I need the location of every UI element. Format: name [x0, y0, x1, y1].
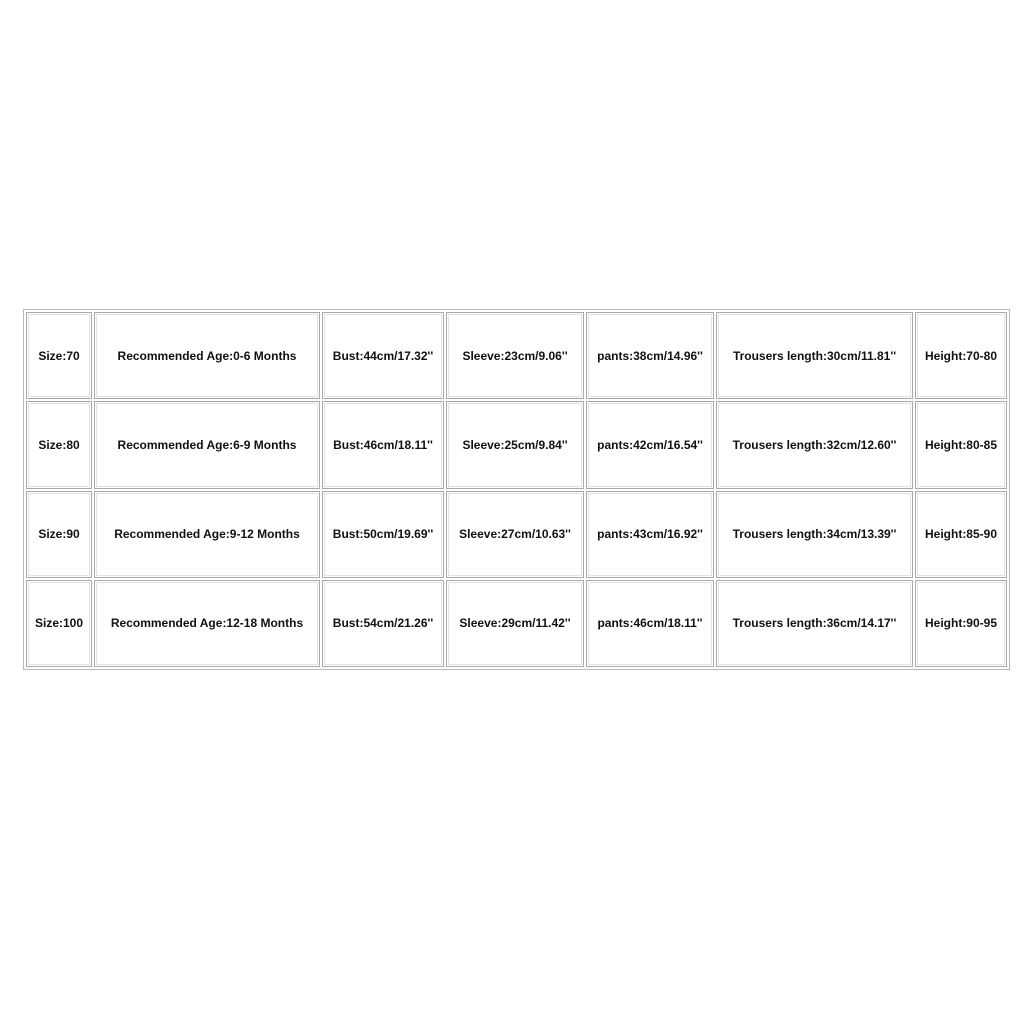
recommended-age-cell: Recommended Age:0-6 Months — [94, 312, 320, 399]
bust-cell: Bust:44cm/17.32'' — [322, 312, 444, 399]
size-row-100 — [26, 580, 1007, 667]
recommended-age-cell: Recommended Age:6-9 Months — [94, 401, 320, 488]
recommended-age-cell: Recommended Age:9-12 Months — [94, 491, 320, 578]
size-cell: Size:90 — [26, 491, 92, 578]
size-row-80 — [26, 401, 1007, 488]
size-cell: Size:70 — [26, 312, 92, 399]
pants-cell: pants:43cm/16.92'' — [586, 491, 714, 578]
bust-cell: Bust:54cm/21.26'' — [322, 580, 444, 667]
trousers-length-cell: Trousers length:34cm/13.39'' — [716, 491, 913, 578]
pants-cell: pants:38cm/14.96'' — [586, 312, 714, 399]
sleeve-cell: Sleeve:25cm/9.84'' — [446, 401, 584, 488]
size-row-70 — [26, 312, 1007, 399]
sleeve-cell: Sleeve:29cm/11.42'' — [446, 580, 584, 667]
trousers-length-cell: Trousers length:30cm/11.81'' — [716, 312, 913, 399]
trousers-length-cell: Trousers length:36cm/14.17'' — [716, 580, 913, 667]
bust-cell: Bust:50cm/19.69'' — [322, 491, 444, 578]
height-cell: Height:70-80 — [915, 312, 1007, 399]
size-cell: Size:100 — [26, 580, 92, 667]
recommended-age-cell: Recommended Age:12-18 Months — [94, 580, 320, 667]
height-cell: Height:85-90 — [915, 491, 1007, 578]
height-cell: Height:80-85 — [915, 401, 1007, 488]
trousers-length-cell: Trousers length:32cm/12.60'' — [716, 401, 913, 488]
size-row-90 — [26, 491, 1007, 578]
height-cell: Height:90-95 — [915, 580, 1007, 667]
sleeve-cell: Sleeve:23cm/9.06'' — [446, 312, 584, 399]
size-chart-table — [23, 309, 1010, 670]
pants-cell: pants:46cm/18.11'' — [586, 580, 714, 667]
pants-cell: pants:42cm/16.54'' — [586, 401, 714, 488]
bust-cell: Bust:46cm/18.11'' — [322, 401, 444, 488]
sleeve-cell: Sleeve:27cm/10.63'' — [446, 491, 584, 578]
size-cell: Size:80 — [26, 401, 92, 488]
